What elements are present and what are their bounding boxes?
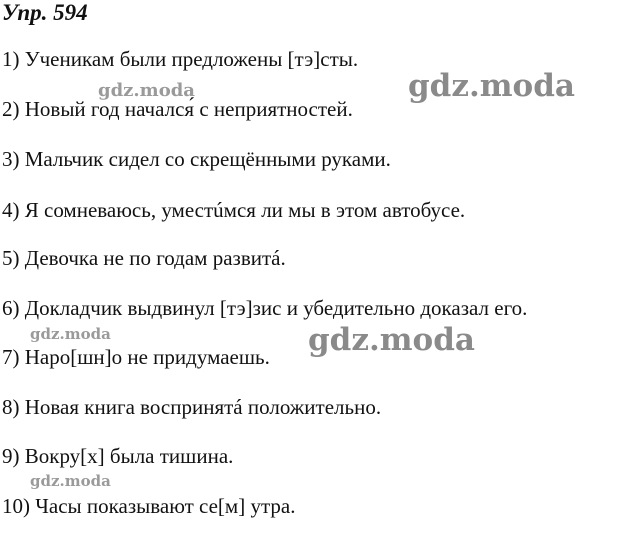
- sentence-8: 8) Новая книга воспринятá положительно.: [2, 395, 382, 419]
- watermark-small-bottom: gdz.moda: [30, 472, 111, 490]
- sentence-1: 1) Ученикам были предложены [тэ]сты.: [2, 47, 359, 71]
- watermark-big-middle: gdz.moda: [308, 322, 475, 358]
- watermark-small-top: gdz.moda: [98, 80, 195, 101]
- watermark-big-top: gdz.moda: [408, 68, 575, 104]
- watermark-small-middle: gdz.moda: [30, 325, 111, 343]
- sentence-9: 9) Вокру[х] была тишина.: [2, 444, 234, 468]
- sentence-4: 4) Я сомневаюсь, уместúмся ли мы в этом автобусе.: [2, 198, 466, 222]
- sentence-3: 3) Мальчик сидел со скрещёнными руками.: [2, 147, 391, 171]
- sentence-10: 10) Часы показывают се[м] утра.: [2, 494, 296, 518]
- sentence-2: 2) Новый год начался́ с неприятностей.: [2, 97, 353, 121]
- sentence-6: 6) Докладчик выдвинул [тэ]зис и убедительно доказал его.: [2, 296, 528, 320]
- sentence-5: 5) Девочка не по годам развитá.: [2, 246, 286, 270]
- sentence-7: 7) Наро[шн]о не придумаешь.: [2, 345, 270, 369]
- exercise-title: Упр. 594: [2, 0, 88, 25]
